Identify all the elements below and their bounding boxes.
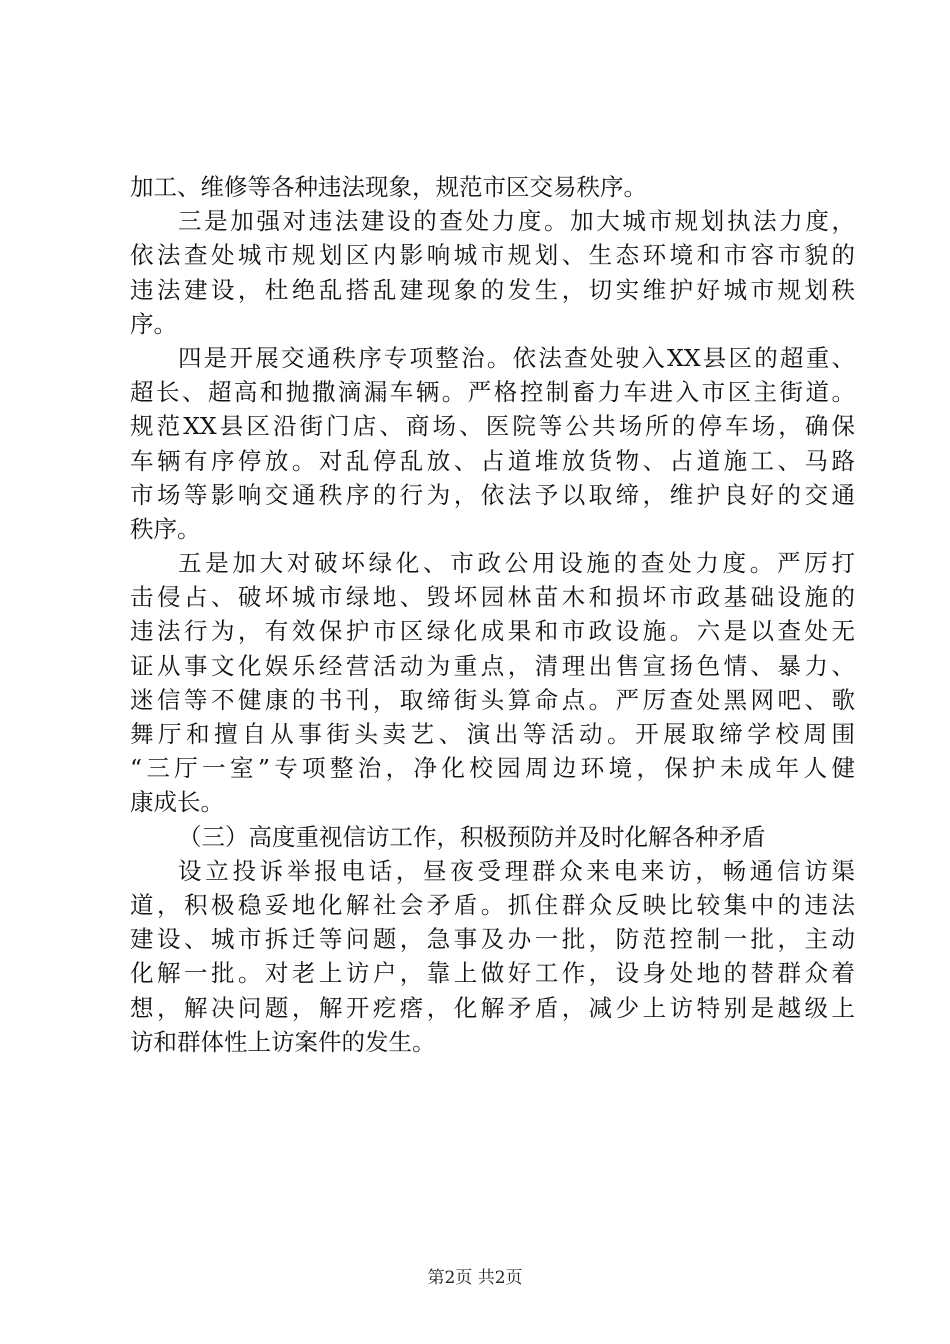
text-line: “三厅一室”专项整治，净化校园周边环境，保护未成年人健	[130, 754, 855, 783]
document-body	[130, 170, 855, 1059]
text-line: 秩序。	[130, 514, 201, 543]
text-line: 依法查处城市规划区内影响城市规划、生态环境和市容市貌的	[130, 241, 855, 270]
text-line: 迷信等不健康的书刊，取缔街头算命点。严厉查处黑网吧、歌	[130, 685, 855, 714]
text-line: （三）高度重视信访工作，积极预防并及时化解各种矛盾	[178, 822, 766, 851]
text-line: 三是加强对违法建设的查处力度。加大城市规划执法力度，	[178, 207, 855, 236]
text-line: 康成长。	[130, 788, 224, 817]
text-line: 五是加大对破坏绿化、市政公用设施的查处力度。严厉打	[178, 549, 855, 578]
text-line: 设立投诉举报电话，昼夜受理群众来电来访，畅通信访渠	[178, 856, 855, 885]
text-line: 想，解决问题，解开疙瘩，化解矛盾，减少上访特别是越级上	[130, 993, 855, 1022]
text-line: 违法建设，杜绝乱搭乱建现象的发生，切实维护好城市规划秩	[130, 275, 855, 304]
text-line: 访和群体性上访案件的发生。	[130, 1027, 436, 1056]
text-line: 规范XX县区沿街门店、商场、医院等公共场所的停车场，确保	[130, 412, 855, 441]
text-line: 证从事文化娱乐经营活动为重点，清理出售宣扬色情、暴力、	[130, 651, 855, 680]
text-line: 舞厅和擅自从事街头卖艺、演出等活动。开展取缔学校周围	[130, 720, 855, 748]
page-footer: 第2页 共2页	[427, 1268, 523, 1288]
text-line: 违法行为，有效保护市区绿化成果和市政设施。六是以查处无	[130, 617, 855, 646]
text-line: 击侵占、破坏城市绿地、毁坏园林苗木和损坏市政基础设施的	[130, 583, 855, 612]
text-line: 序。	[130, 309, 177, 338]
text-line: 化解一批。对老上访户，靠上做好工作，设身处地的替群众着	[130, 959, 855, 988]
text-line: 建设、城市拆迁等问题，急事及办一批，防范控制一批，主动	[130, 925, 855, 954]
text-line: 车辆有序停放。对乱停乱放、占道堆放货物、占道施工、马路	[130, 446, 855, 475]
text-line: 超长、超高和抛撒滴漏车辆。严格控制畜力车进入市区主街道。	[130, 378, 855, 407]
text-line: 四是开展交通秩序专项整治。依法查处驶入XX县区的超重、	[178, 343, 855, 372]
text-line: 加工、维修等各种违法现象，规范市区交易秩序。	[130, 173, 647, 201]
text-line: 市场等影响交通秩序的行为，依法予以取缔，维护良好的交通	[130, 480, 855, 509]
text-line: 道，积极稳妥地化解社会矛盾。抓住群众反映比较集中的违法	[130, 890, 855, 919]
